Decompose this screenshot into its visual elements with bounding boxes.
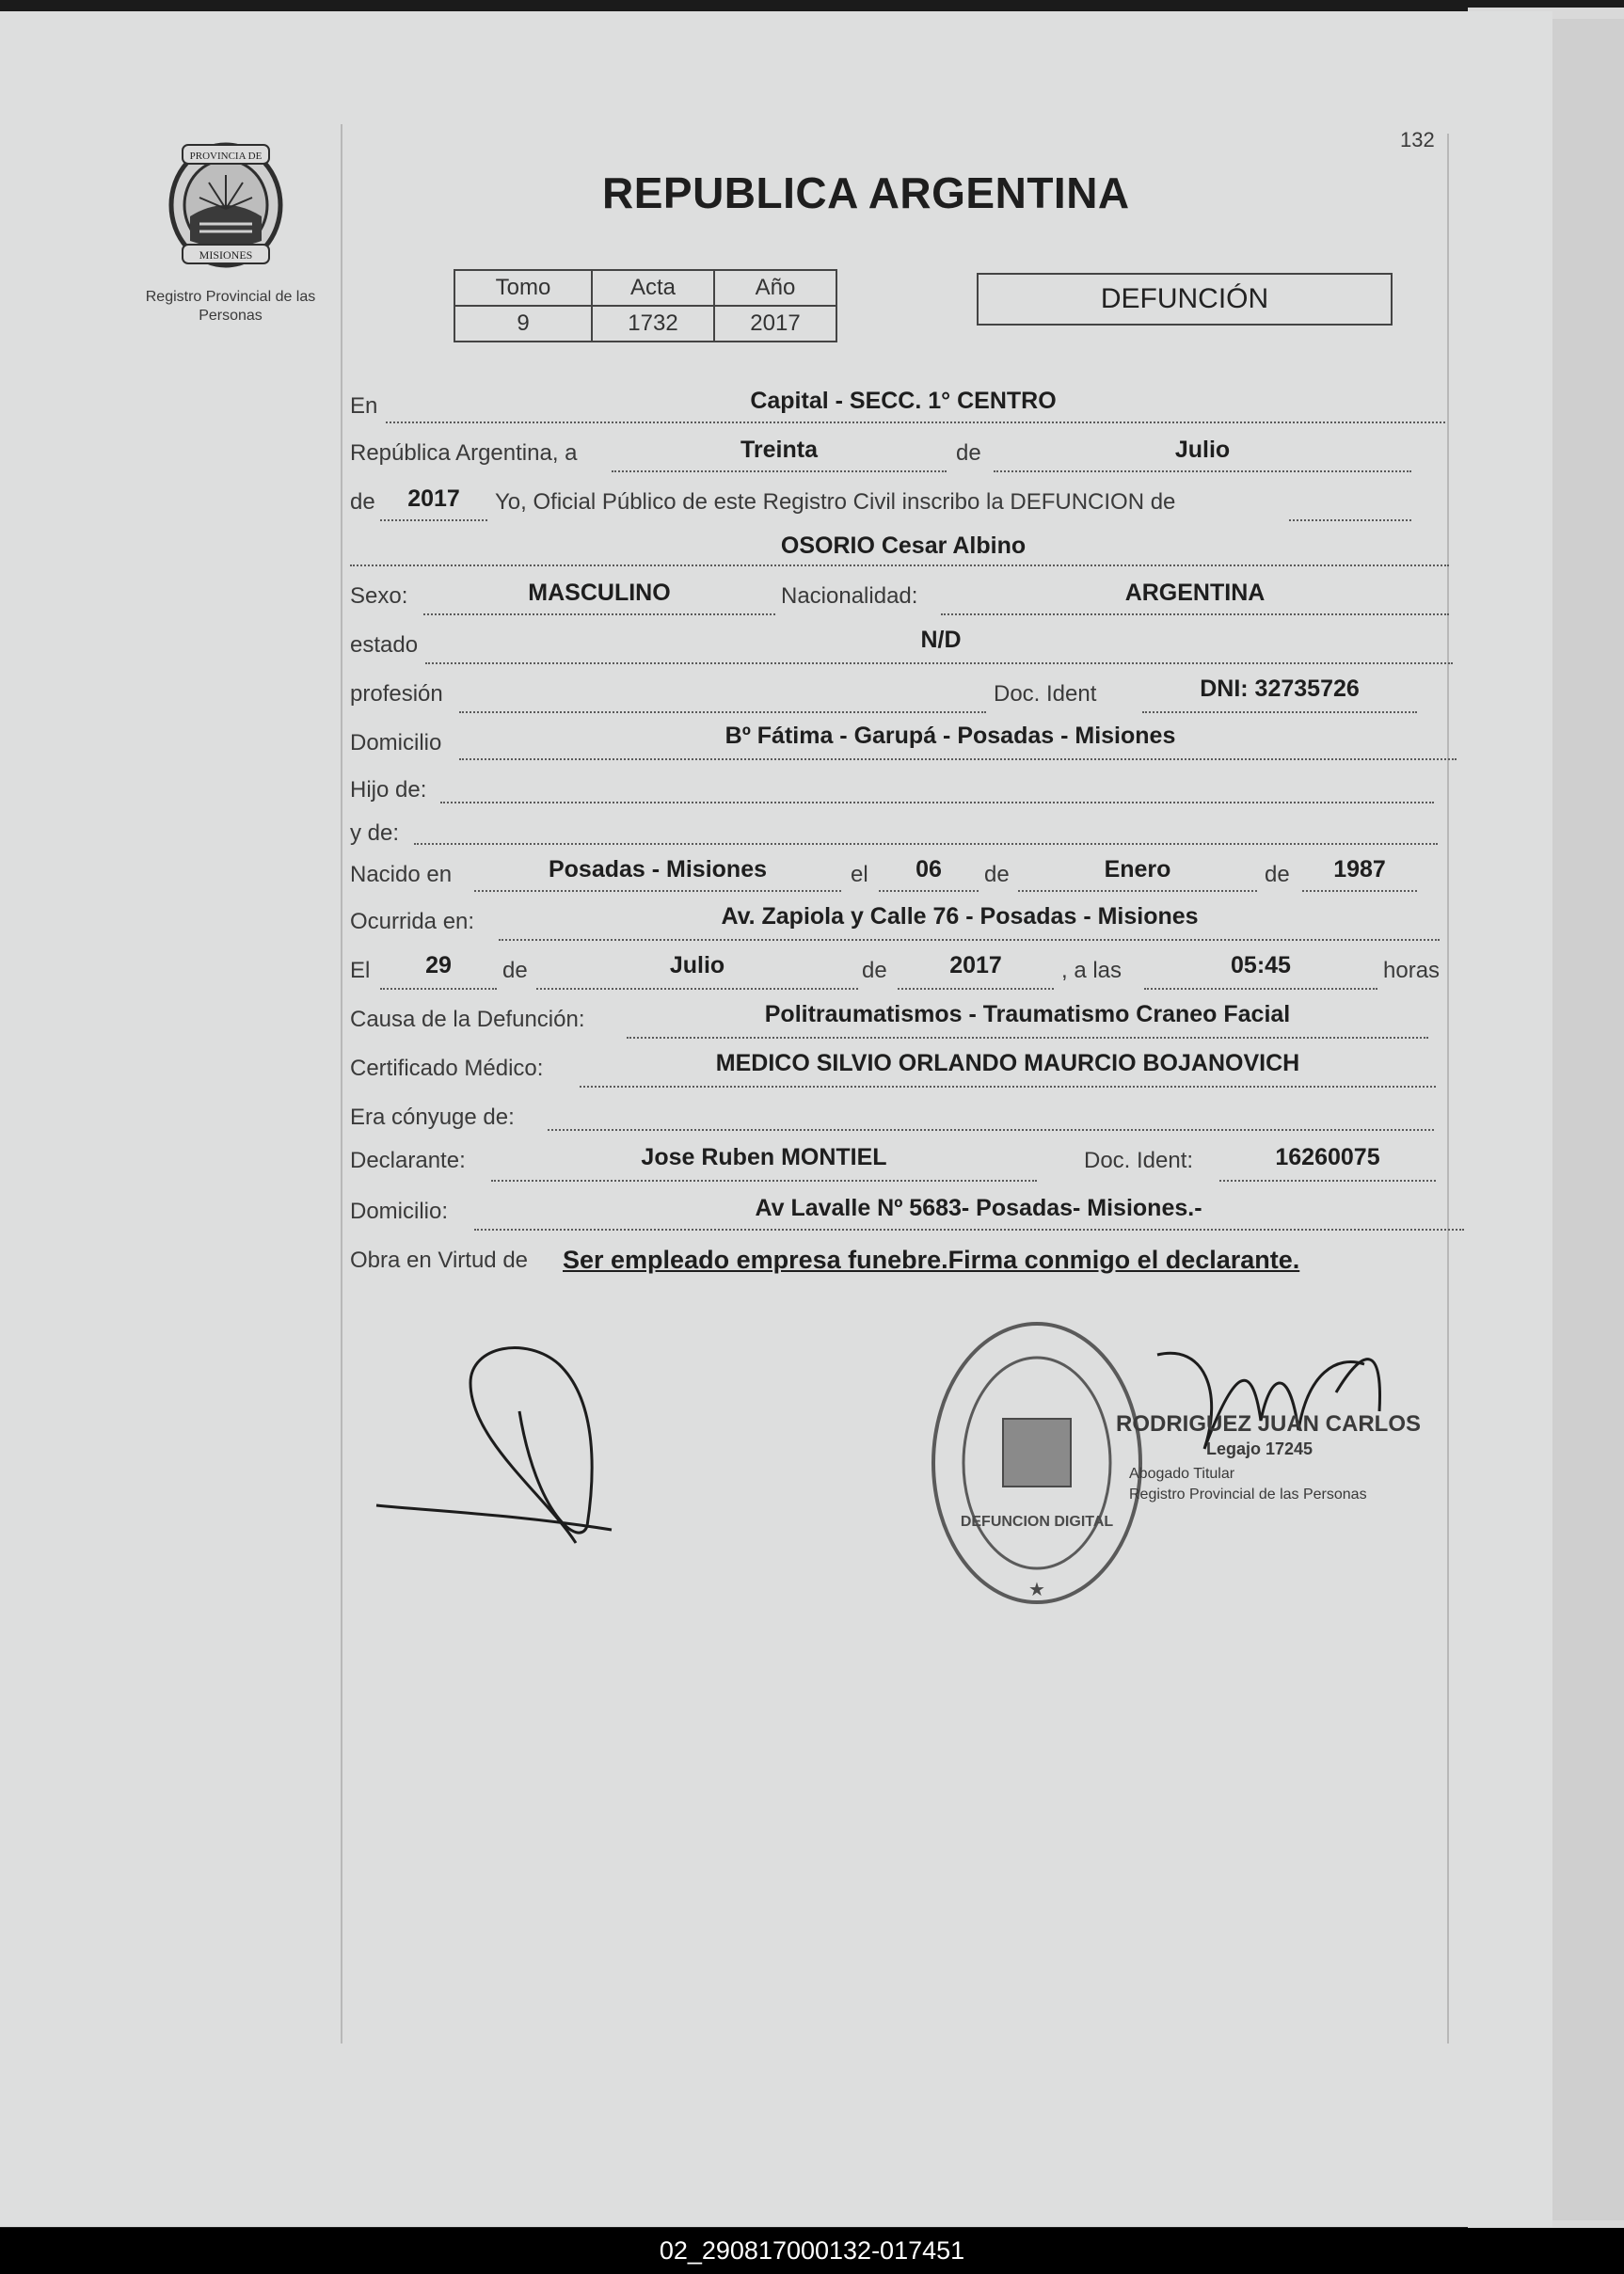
official-legajo: Legajo 17245 <box>1206 1439 1314 1458</box>
field-declarante-domicilio: Av Lavalle Nº 5683- Posadas- Misiones.- <box>755 1195 1202 1221</box>
acta-value: 1732 <box>592 306 714 342</box>
label-domicilio: Domicilio <box>350 730 442 755</box>
label-horas: horas <box>1383 958 1441 983</box>
field-nacionalidad: ARGENTINA <box>1124 580 1266 606</box>
label-de: de <box>1265 862 1290 887</box>
official-cargo: Abogado Titular <box>1129 1466 1235 1482</box>
dotted-line <box>386 421 1445 423</box>
field-nacido-mes: Enero <box>1104 856 1171 883</box>
label-conyuge: Era cónyuge de: <box>350 1105 515 1130</box>
dotted-line <box>580 1086 1436 1088</box>
table-header-acta: Acta <box>592 270 714 306</box>
dotted-line <box>1219 1180 1436 1182</box>
official-name: RODRIGUEZ JUAN CARLOS <box>1116 1411 1422 1437</box>
dotted-line <box>898 988 1054 990</box>
dotted-line <box>380 988 497 990</box>
label-yo-oficial: Yo, Oficial Público de este Registro Civil inscribo la DEFUNCION de <box>495 489 1176 515</box>
label-a-las: , a las <box>1061 958 1122 983</box>
document-title: REPUBLICA ARGENTINA <box>602 168 1130 217</box>
dotted-line <box>1018 890 1257 892</box>
official-registry: Registro Provincial de las Personas <box>1129 1487 1367 1503</box>
label-profesion: profesión <box>350 681 443 707</box>
dotted-line <box>423 613 775 615</box>
label-doc-ident: Doc. Ident <box>994 681 1097 707</box>
registry-name: Registro Provincial de las Personas <box>145 289 316 324</box>
dotted-line <box>440 802 1434 803</box>
field-def-hora: 05:45 <box>1231 952 1291 978</box>
label-nacido-en: Nacido en <box>350 862 453 887</box>
field-mes: Julio <box>1174 437 1231 463</box>
dotted-line <box>1302 890 1417 892</box>
label-nacionalidad: Nacionalidad: <box>781 583 918 609</box>
field-def-mes: Julio <box>669 952 725 978</box>
death-certificate-page <box>0 11 1552 2227</box>
dotted-line <box>474 1229 1464 1231</box>
label-en: En <box>350 393 378 419</box>
tomo-acta-anio-table <box>454 269 837 342</box>
table-header-tomo: Tomo <box>454 270 592 306</box>
dotted-line <box>425 662 1453 664</box>
dotted-line <box>612 470 947 472</box>
field-documento: DNI: 32735726 <box>1200 676 1360 702</box>
dotted-line <box>380 519 487 521</box>
dotted-line <box>879 890 979 892</box>
dotted-line <box>1289 519 1411 521</box>
dotted-line <box>350 565 1449 566</box>
label-republica: República Argentina, a <box>350 440 578 466</box>
page-number: 132 <box>1400 128 1435 151</box>
dotted-line <box>459 758 1457 760</box>
label-ocurrida-en: Ocurrida en: <box>350 909 475 934</box>
label-doc-ident-2: Doc. Ident: <box>1084 1148 1194 1173</box>
label-de: de <box>956 440 981 466</box>
dotted-line <box>459 711 986 713</box>
label-el-cap: El <box>350 958 371 983</box>
field-def-anio: 2017 <box>949 952 1002 978</box>
svg-text:MISIONES: MISIONES <box>199 248 253 262</box>
svg-text:★: ★ <box>1028 1580 1045 1600</box>
field-estado: N/D <box>920 627 962 653</box>
dotted-line <box>499 939 1440 941</box>
field-certificado: MEDICO SILVIO ORLANDO MAURCIO BOJANOVICH <box>715 1050 1300 1076</box>
official-stamp <box>926 1317 1148 1609</box>
field-nacido-dia: 06 <box>915 856 942 883</box>
label-obra: Obra en Virtud de <box>350 1248 529 1273</box>
field-obra: Ser empleado empresa funebre.Firma conmigo el declarante. <box>563 1246 1300 1274</box>
field-lugar: Capital - SECC. 1° CENTRO <box>750 388 1057 414</box>
label-el: el <box>851 862 868 887</box>
dotted-line <box>941 613 1449 615</box>
field-sexo: MASCULINO <box>528 580 671 606</box>
label-de: de <box>350 489 375 515</box>
label-hijo-de: Hijo de: <box>350 777 427 803</box>
right-margin-line <box>1447 134 1449 2043</box>
field-ocurrida: Av. Zapiola y Calle 76 - Posadas - Misiones <box>721 903 1199 930</box>
left-margin-line <box>341 124 342 2043</box>
footer-code: 02_290817000132-017451 <box>0 2228 1624 2274</box>
dotted-line <box>474 890 841 892</box>
label-de: de <box>862 958 887 983</box>
dotted-line <box>627 1037 1428 1039</box>
label-de: de <box>984 862 1010 887</box>
dotted-line <box>1144 988 1377 990</box>
label-estado: estado <box>350 632 419 658</box>
field-domicilio: Bº Fátima - Garupá - Posadas - Misiones <box>724 723 1176 749</box>
field-dia-letras: Treinta <box>740 437 818 463</box>
tomo-value: 9 <box>454 306 592 342</box>
dotted-line <box>414 843 1438 845</box>
label-certificado: Certificado Médico: <box>350 1056 544 1081</box>
label-causa: Causa de la Defunción: <box>350 1007 585 1032</box>
field-nacido-lugar: Posadas - Misiones <box>548 856 768 883</box>
field-declarante-doc: 16260075 <box>1275 1144 1380 1170</box>
field-declarante: Jose Ruben MONTIEL <box>641 1144 887 1170</box>
label-y-de: y de: <box>350 820 400 846</box>
label-sexo: Sexo: <box>350 583 408 609</box>
declarant-signature <box>358 1327 621 1562</box>
anio-value: 2017 <box>714 306 836 342</box>
label-de: de <box>502 958 528 983</box>
svg-text:PROVINCIA DE: PROVINCIA DE <box>189 151 263 162</box>
field-nacido-anio: 1987 <box>1333 856 1386 883</box>
table-header-anio: Año <box>714 270 836 306</box>
dotted-line <box>548 1129 1434 1131</box>
dotted-line <box>994 470 1411 472</box>
label-declarante: Declarante: <box>350 1148 466 1173</box>
field-nombre: OSORIO Cesar Albino <box>780 533 1027 559</box>
field-anio: 2017 <box>407 485 460 512</box>
dotted-line <box>1142 711 1417 713</box>
field-def-dia: 29 <box>425 952 452 978</box>
dotted-line <box>491 1180 1037 1182</box>
record-type-box: DEFUNCIÓN <box>977 273 1393 326</box>
svg-text:DEFUNCION DIGITAL: DEFUNCION DIGITAL <box>960 1514 1114 1530</box>
label-domicilio-2: Domicilio: <box>350 1199 449 1224</box>
misiones-seal-icon <box>162 137 290 269</box>
field-causa: Politraumatismos - Traumatismo Craneo Facial <box>764 1001 1291 1027</box>
dotted-line <box>536 988 858 990</box>
